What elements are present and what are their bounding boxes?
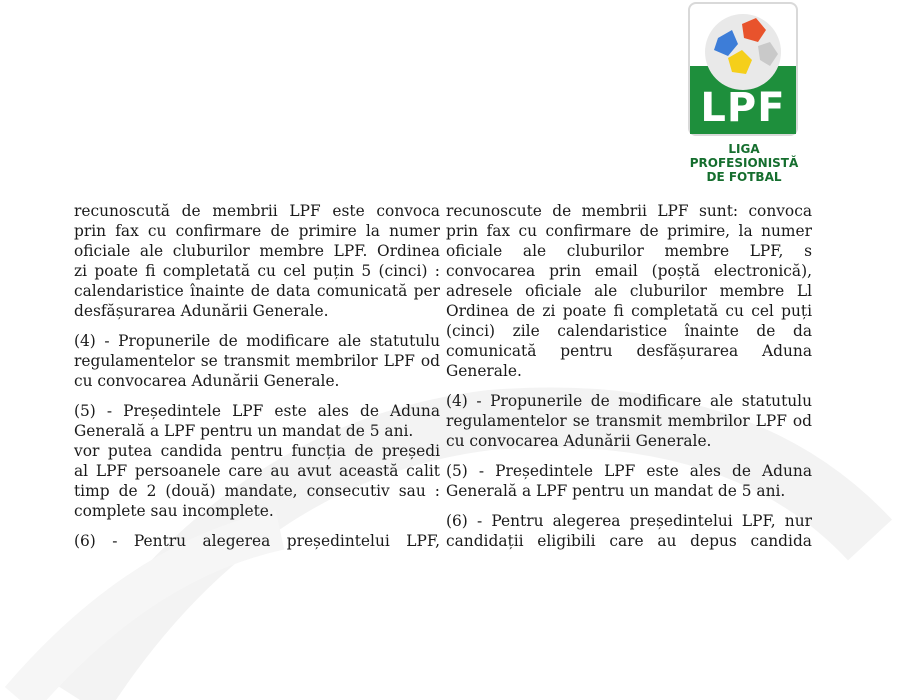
paragraph bbox=[446, 391, 812, 451]
paragraph bbox=[74, 331, 440, 391]
text-line: oficiale ale cluburilor membre LPF, s bbox=[446, 242, 812, 260]
text-line: recunoscută de membrii LPF este convoca bbox=[74, 202, 440, 220]
text-line: (4) - Propunerile de modificare ale statutulu bbox=[74, 332, 440, 350]
text-line: regulamentelor se transmit membrilor LPF od bbox=[74, 352, 440, 370]
text-line: cu convocarea Adunării Generale. bbox=[74, 372, 340, 390]
text-line: timp de 2 (două) mandate, consecutiv sau : bbox=[74, 482, 440, 500]
lpf-logo bbox=[684, 2, 804, 184]
logo-badge bbox=[688, 2, 798, 136]
text-line: (6) - Pentru alegerea președintelui LPF, bbox=[74, 532, 440, 550]
text-line: Generală a LPF pentru un mandat de 5 ani. bbox=[446, 482, 786, 500]
paragraph bbox=[74, 531, 440, 551]
text-line: (6) - Pentru alegerea președintelui LPF, nur bbox=[446, 512, 812, 530]
text-line: adresele oficiale ale cluburilor membre Ll bbox=[446, 282, 812, 300]
text-line: cu convocarea Adunării Generale. bbox=[446, 432, 712, 450]
text-line: (5) - Președintele LPF este ales de Aduna bbox=[446, 462, 812, 480]
logo-caption-line: DE FOTBAL bbox=[706, 170, 782, 184]
text-line: calendaristice înainte de data comunicată per bbox=[74, 282, 440, 300]
text-line: zi poate fi completată cu cel puțin 5 (cinci) : bbox=[74, 262, 440, 280]
text-line: candidații eligibili care au depus candida bbox=[446, 532, 812, 550]
text-line: al LPF persoanele care au avut această calit bbox=[74, 462, 440, 480]
text-line: desfășurarea Adunării Generale. bbox=[74, 302, 329, 320]
logo-caption-line: LIGA bbox=[728, 142, 760, 156]
text-line: oficiale ale cluburilor membre LPF. Ordinea bbox=[74, 242, 440, 260]
right-column bbox=[446, 201, 812, 550]
text-line: Generale. bbox=[446, 362, 522, 380]
text-line: comunicată pentru desfășurarea Aduna bbox=[446, 342, 812, 360]
left-column bbox=[74, 201, 440, 550]
logo-caption-line: PROFESIONISTĂ bbox=[689, 156, 799, 170]
text-line: complete sau incomplete. bbox=[74, 502, 274, 520]
text-line: regulamentelor se transmit membrilor LPF od bbox=[446, 412, 812, 430]
text-line: prin fax cu confirmare de primire, la numer bbox=[446, 222, 812, 240]
paragraph bbox=[74, 401, 440, 521]
text-line: Generală a LPF pentru un mandat de 5 ani. bbox=[74, 422, 414, 440]
text-line: (cinci) zile calendaristice înainte de da bbox=[446, 322, 812, 340]
paragraph bbox=[74, 201, 440, 321]
paragraph bbox=[446, 201, 812, 381]
text-line: (4) - Propunerile de modificare ale statutulu bbox=[446, 392, 812, 410]
text-line: vor putea candida pentru funcția de președi bbox=[74, 442, 440, 460]
paragraph bbox=[446, 461, 812, 501]
text-line: convocarea prin email (poștă electronică), bbox=[446, 262, 812, 280]
text-line: recunoscute de membrii LPF sunt: convoca bbox=[446, 202, 812, 220]
text-line: prin fax cu confirmare de primire la numer bbox=[74, 222, 440, 240]
logo-abbr: LPF bbox=[700, 85, 786, 131]
logo-caption bbox=[684, 142, 804, 184]
soccer-ball-icon bbox=[698, 8, 788, 88]
text-line: Ordinea de zi poate fi completată cu cel puți bbox=[446, 302, 812, 320]
text-line: (5) - Președintele LPF este ales de Aduna bbox=[74, 402, 440, 420]
paragraph bbox=[446, 511, 812, 551]
